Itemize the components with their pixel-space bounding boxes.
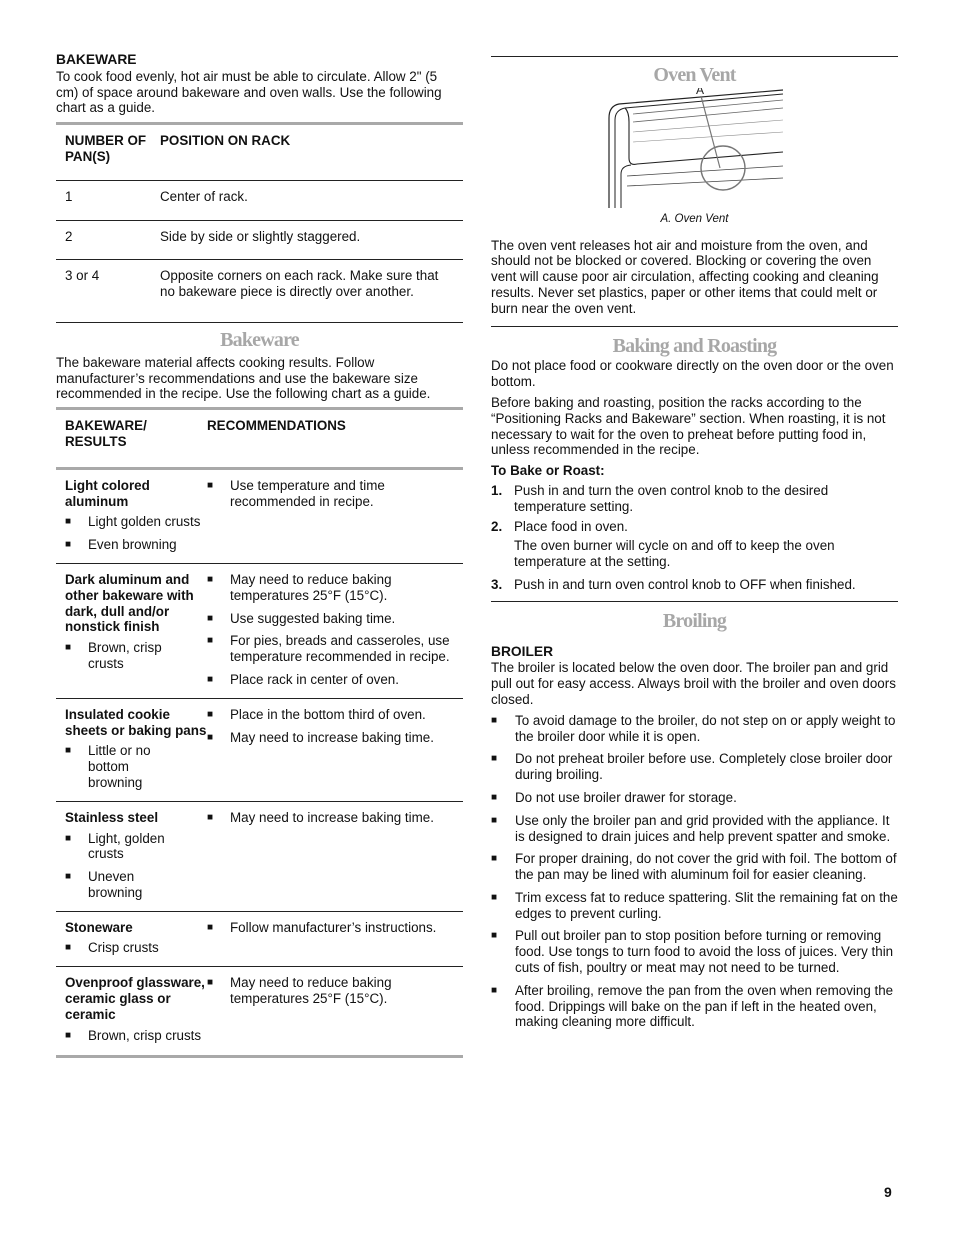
step-number: 2. (491, 518, 503, 534)
result-item: ■ Uneven browning (65, 869, 143, 900)
section-rule (491, 601, 898, 602)
bullet-square-icon: ■ (491, 853, 498, 865)
page-number: 9 (884, 1184, 892, 1200)
bullet-square-icon: ■ (65, 1029, 72, 1041)
step-number: 3. (491, 576, 503, 592)
table-row (56, 563, 463, 698)
list-item: ■ For proper draining, do not cover the grid with foil. The bottom of the pan may be lined with aluminum foil for easier cleaning. (491, 851, 897, 883)
bullet-square-icon: ■ (491, 714, 498, 726)
step-text: Push in and turn the oven control knob to the desired temperature setting. (514, 482, 829, 514)
step-item (491, 483, 898, 515)
table-row (56, 260, 463, 323)
rack-position: Side by side or slightly staggered. (160, 220, 463, 260)
recommendation-item: ■ May need to increase baking time. (207, 809, 434, 825)
right-column (491, 56, 898, 1037)
bakeware-material: Stoneware (65, 919, 133, 935)
header-number-of-pans: NUMBER OF PAN(S) (56, 125, 160, 180)
step-text: Place food in oven. (514, 518, 628, 534)
step-number: 1. (491, 482, 503, 498)
recommendation-item: ■ For pies, breads and casseroles, use temperature recommended in recipe. (207, 633, 450, 665)
header-recommendations: RECOMMENDATIONS (207, 410, 463, 468)
step-text: Push in and turn oven control knob to OFF when finished. (514, 576, 856, 592)
table-row (56, 801, 463, 911)
table-row (56, 698, 463, 801)
bullet-square-icon: ■ (207, 573, 214, 585)
result-item: ■ Even browning (65, 537, 177, 553)
bakeware-material: Light colored aluminum (65, 477, 150, 509)
recommendation-item: ■ May need to reduce baking temperatures 25°F (15°C). (207, 571, 392, 603)
recommendation-item: ■ Follow manufacturer’s instructions. (207, 919, 437, 935)
left-column (56, 52, 463, 1058)
table-row (56, 911, 463, 967)
list-item: ■ After broiling, remove the pan from the oven when removing the food. Drippings will bake on the pan if left in the heated oven, making cleaning more difficult. (491, 982, 894, 1030)
bullet-square-icon: ■ (65, 832, 72, 844)
bullet-square-icon: ■ (65, 871, 72, 883)
table-row (56, 967, 463, 1057)
recommendation-item: ■ Use suggested baking time. (207, 610, 396, 626)
broiler-bullet-list (491, 713, 898, 1031)
step-note: The oven burner will cycle on and off to keep the oven temperature at the setting. (514, 538, 835, 570)
bullet-square-icon: ■ (491, 891, 498, 903)
bakeware-material-intro: The bakeware material affects cooking results. Follow manufacturer’s recommendations and use the bakeware size recommended in the recipe. Use the following chart as a guide. (56, 354, 431, 402)
table-row (56, 220, 463, 260)
bakeware-subheading: BAKEWARE (56, 52, 137, 67)
bullet-square-icon: ■ (65, 539, 72, 551)
bullet-square-icon: ■ (491, 984, 498, 996)
recommendation-item: ■ Place rack in center of oven. (207, 671, 399, 687)
broiler-subheading: BROILER (491, 643, 554, 659)
list-item: ■ Trim excess fat to reduce spattering. Slit the remaining fat on the edges to prevent curling. (491, 889, 898, 921)
list-item: ■ To avoid damage to the broiler, do not step on or apply weight to the broiler door while it is open. (491, 712, 896, 744)
bullet-square-icon: ■ (207, 811, 214, 823)
header-position-on-rack: POSITION ON RACK (160, 125, 463, 180)
rack-position: Opposite corners on each rack. Make sure that no bakeware piece is directly over another. (160, 260, 463, 323)
bullet-square-icon: ■ (65, 516, 72, 528)
bakeware-material: Ovenproof glassware, ceramic glass or ceramic (65, 975, 205, 1022)
bullet-square-icon: ■ (207, 635, 214, 647)
bullet-square-icon: ■ (207, 921, 214, 933)
to-bake-roast-label: To Bake or Roast: (491, 463, 605, 479)
result-item: ■ Crisp crusts (65, 940, 159, 956)
vent-callout-label: A (696, 87, 705, 97)
list-item: ■ Use only the broiler pan and grid provided with the appliance. It is designed to drain juices and help prevent spatter and smoke. (491, 812, 891, 844)
bullet-square-icon: ■ (491, 814, 498, 826)
table-row (56, 180, 463, 220)
result-item: ■ Light, golden crusts (65, 830, 165, 862)
bakeware-section-heading: Bakeware (220, 328, 299, 351)
oven-vent-text: The oven vent releases hot air and moisture from the oven, and should not be blocked or covered. Blocking or covering the oven vent will cause poor air circulation, affecting cooking and cleaning results. Never set plastics, paper or other items that could melt or burn near the oven vent. (491, 237, 879, 316)
bullet-square-icon: ■ (207, 731, 214, 743)
oven-vent-diagram (491, 88, 898, 208)
recommendation-item: ■ Use temperature and time recommended in recipe. (207, 477, 385, 509)
oven-vent-heading: Oven Vent (653, 64, 736, 86)
pan-position-table (56, 125, 463, 323)
rack-position: Center of rack. (160, 180, 463, 220)
bullet-square-icon: ■ (65, 745, 72, 757)
baking-paragraph-2: Before baking and roasting, position the racks according to the “Positioning Racks and Bakeware” section. When roasting, it is not necessary to wait for the oven to preheat before putting food in, unless recommended in the recipe. (491, 394, 886, 458)
list-item: ■ Do not preheat broiler before use. Completely close broiler door during broiling. (491, 751, 893, 783)
header-bakeware-results: BAKEWARE/ RESULTS (56, 410, 207, 468)
bakeware-material-table (56, 410, 463, 1058)
bullet-square-icon: ■ (491, 791, 498, 803)
section-rule (491, 326, 898, 327)
oven-vent-illustration (491, 88, 898, 208)
pan-count: 3 or 4 (56, 260, 160, 323)
table-header-row (56, 125, 463, 180)
bakeware-material: Insulated cookie sheets or baking pans (65, 706, 207, 738)
pan-count: 2 (56, 220, 160, 260)
result-item: ■ Little or no bottom browning (65, 743, 151, 790)
step-item (491, 519, 898, 535)
bullet-square-icon: ■ (207, 612, 214, 624)
recommendation-item: ■ Place in the bottom third of oven. (207, 706, 426, 722)
step-item (491, 577, 898, 593)
recommendation-item: ■ May need to reduce baking temperatures 25°F (15°C). (207, 975, 392, 1007)
bullet-square-icon: ■ (207, 708, 214, 720)
bullet-square-icon: ■ (207, 977, 214, 989)
bullet-square-icon: ■ (207, 479, 214, 491)
oven-vent-caption: A. Oven Vent (660, 212, 729, 225)
broiler-intro: The broiler is located below the oven door. The broiler pan and grid pull out for easy access. Always broil with the broiler and oven doors closed. (491, 660, 896, 707)
bullet-square-icon: ■ (491, 930, 498, 942)
section-rule (491, 56, 898, 57)
table-row (56, 468, 463, 563)
table-header-row (56, 410, 463, 468)
bakeware-material: Dark aluminum and other bakeware with dark, dull and/or nonstick finish (65, 571, 194, 635)
result-item: ■ Brown, crisp crusts (65, 1027, 202, 1043)
baking-paragraph-1: Do not place food or cookware directly on the oven door or the oven bottom. (491, 358, 894, 390)
result-item: ■ Light golden crusts (65, 514, 201, 530)
baking-roasting-heading: Baking and Roasting (612, 334, 777, 357)
broiling-heading: Broiling (662, 609, 727, 632)
bullet-square-icon: ■ (65, 642, 72, 654)
bullet-square-icon: ■ (65, 942, 72, 954)
list-item: ■ Do not use broiler drawer for storage. (491, 789, 737, 805)
bakeware-intro: To cook food evenly, hot air must be able to circulate. Allow 2" (5 cm) of space around bakeware and oven walls. Use the following chart as a guide. (56, 68, 442, 116)
bakeware-material: Stainless steel (65, 809, 159, 825)
bullet-square-icon: ■ (207, 673, 214, 685)
recommendation-item: ■ May need to increase baking time. (207, 729, 434, 745)
list-item: ■ Pull out broiler pan to stop position before turning or removing food. Use tongs to turn food to avoid the loss of juices. Very thin cuts of fish, poultry or meat may not need to be turned. (491, 928, 894, 976)
bullet-square-icon: ■ (491, 753, 498, 765)
result-item: ■ Brown, crisp crusts (65, 640, 162, 671)
pan-count: 1 (56, 180, 160, 220)
